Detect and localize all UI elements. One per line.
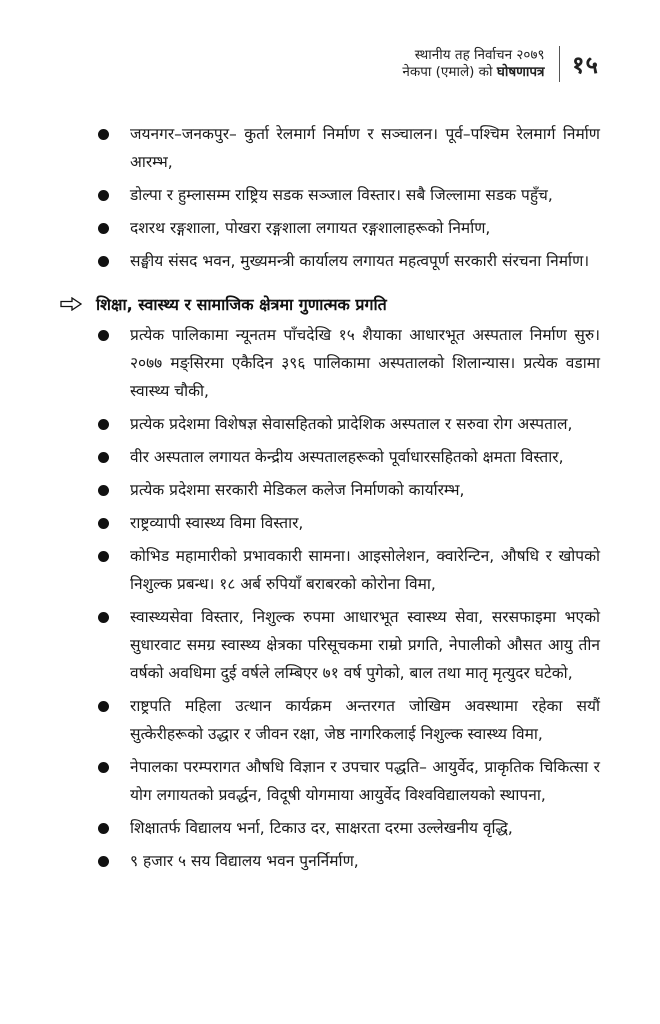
list-item — [60, 542, 600, 598]
bullet-icon — [98, 223, 109, 234]
list-item-text: प्रत्येक प्रदेशमा सरकारी मेडिकल कलेज निर्माणको कार्यारम्भ, — [130, 481, 465, 499]
bullet-icon — [98, 330, 109, 341]
section-heading — [60, 293, 600, 315]
list-item — [60, 476, 600, 504]
list-item-text: कोभिड महामारीको प्रभावकारी सामना। आइसोलेशन, क्वारेन्टिन, औषधि र खोपको निशुल्क प्रबन्ध। १८ अर्ब रुपियाँ बराबरको कोरोना विमा, — [130, 547, 600, 593]
list-item — [60, 814, 600, 842]
bullet-icon — [98, 256, 109, 267]
bullet-icon — [98, 452, 109, 463]
list-item — [60, 247, 600, 275]
list-item-text: वीर अस्पताल लगायत केन्द्रीय अस्पतालहरूको पूर्वाधारसहितको क्षमता विस्तार, — [130, 448, 564, 466]
bullet-icon — [98, 518, 109, 529]
list-item-text: राष्ट्रव्यापी स्वास्थ्य विमा विस्तार, — [130, 514, 304, 532]
list-item — [60, 181, 600, 209]
list-item-text: शिक्षातर्फ विद्यालय भर्ना, टिकाउ दर, साक्षरता दरमा उल्लेखनीय वृद्धि, — [130, 819, 513, 837]
list-item-text: स्वास्थ्यसेवा विस्तार, निशुल्क रुपमा आधारभूत स्वास्थ्य सेवा, सरसफाइमा भएको सुधारवाट समग्र स्वास्थ्य क्षेत्रका परिसूचकमा राम्रो प्रगति, नेपालीको औसत आयु तीन वर्षको अवधिमा दुई वर्षले लम्बिएर ७१ वर्ष पुगेको, बाल तथा मातृ मृत्युदर घटेको, — [130, 608, 600, 682]
header-divider — [559, 46, 561, 82]
header-party-name: नेकपा (एमाले) को — [402, 64, 497, 80]
list-item — [60, 214, 600, 242]
bullet-icon — [98, 823, 109, 834]
list-item-text: प्रत्येक प्रदेशमा विशेषज्ञ सेवासहितको प्रादेशिक अस्पताल र सरुवा रोग अस्पताल, — [130, 415, 573, 433]
list-item-text: राष्ट्रपति महिला उत्थान कार्यक्रम अन्तरगत जोखिम अवस्थामा रहेका सयौं सुत्केरीहरूको उद्धार र जीवन रक्षा, जेष्ठ नागरिकलाई निशुल्क स्वास्थ्य विमा, — [130, 697, 600, 743]
page-header — [402, 46, 606, 82]
infrastructure-list — [60, 120, 600, 275]
bullet-icon — [98, 762, 109, 773]
list-item — [60, 120, 600, 176]
health-education-list — [60, 321, 600, 875]
list-item — [60, 753, 600, 809]
bullet-icon — [98, 485, 109, 496]
section-title: शिक्षा, स्वास्थ्य र सामाजिक क्षेत्रमा गुणात्मक प्रगति — [96, 295, 387, 314]
list-item — [60, 443, 600, 471]
page-content — [60, 120, 600, 880]
right-arrow-outline-icon — [60, 297, 82, 311]
bullet-icon — [98, 129, 109, 140]
bullet-icon — [98, 551, 109, 562]
header-election-title: स्थानीय तह निर्वाचन २०७९ — [414, 47, 545, 63]
list-item-text: जयनगर–जनकपुर– कुर्ता रेलमार्ग निर्माण र सञ्चालन। पूर्व–पश्चिम रेलमार्ग निर्माण आरम्भ, — [130, 125, 600, 171]
list-item — [60, 603, 600, 687]
bullet-icon — [98, 856, 109, 867]
list-item-text: डोल्पा र हुम्लासम्म राष्ट्रिय सडक सञ्जाल विस्तार। सबै जिल्लामा सडक पहुँच, — [130, 186, 553, 204]
list-item — [60, 509, 600, 537]
bullet-icon — [98, 612, 109, 623]
list-item — [60, 847, 600, 875]
list-item-text: नेपालका परम्परागत औषधि विज्ञान र उपचार पद्धति– आयुर्वेद, प्राकृतिक चिकित्सा र योग लगायतको प्रवर्द्धन, विदूषी योगमाया आयुर्वेद विश्वविद्यालयको स्थापना, — [130, 758, 600, 804]
list-item-text: प्रत्येक पालिकामा न्यूनतम पाँचदेखि १५ शैयाका आधारभूत अस्पताल निर्माण सुरु। २०७७ मङ्सिरमा एकैदिन ३९६ पालिकामा अस्पतालको शिलान्यास। प्रत्येक वडामा स्वास्थ्य चौकी, — [130, 326, 600, 400]
list-item-text: सङ्घीय संसद भवन, मुख्यमन्त्री कार्यालय लगायत महत्वपूर्ण सरकारी संरचना निर्माण। — [130, 252, 590, 270]
bullet-icon — [98, 701, 109, 712]
list-item — [60, 692, 600, 748]
bullet-icon — [98, 419, 109, 430]
header-manifesto-title — [402, 64, 544, 81]
list-item — [60, 321, 600, 405]
list-item-text: ९ हजार ५ सय विद्यालय भवन पुनर्निर्माण, — [130, 852, 359, 870]
page-number: १५ — [572, 50, 599, 79]
running-header — [402, 47, 544, 81]
bullet-icon — [98, 190, 109, 201]
list-item-text: दशरथ रङ्गशाला, पोखरा रङ्गशाला लगायत रङ्गशालाहरूको निर्माण, — [130, 219, 491, 237]
header-manifesto-word: घोषणापत्र — [496, 64, 545, 80]
list-item — [60, 410, 600, 438]
